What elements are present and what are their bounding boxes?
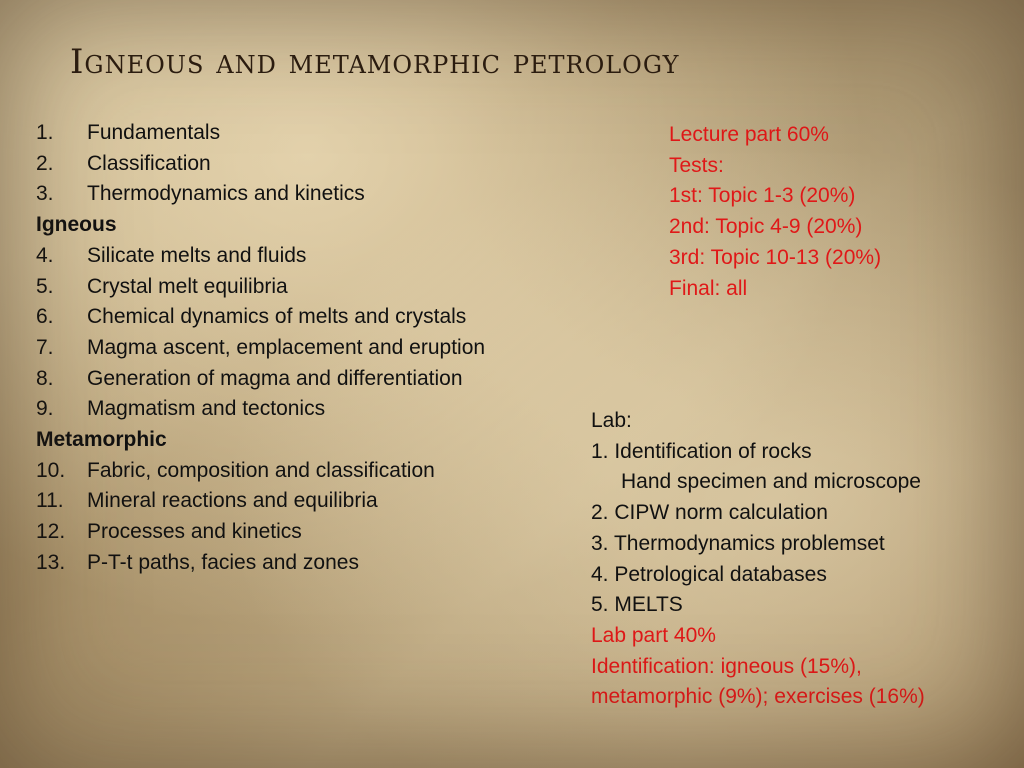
topic-item [36, 364, 596, 395]
tests-label: Tests: [669, 153, 724, 177]
topic-text: Silicate melts and fluids [87, 243, 307, 267]
topic-text: Chemical dynamics of melts and crystals [87, 305, 467, 329]
topic-number: 1. [36, 121, 54, 144]
topic-item [36, 456, 596, 487]
topic-item [36, 486, 596, 517]
topic-item [36, 302, 596, 333]
topic-number: 10. [36, 458, 66, 482]
final-test: Final: all [669, 276, 748, 300]
topic-text: Crystal melt equilibria [87, 274, 288, 298]
topic-item [36, 517, 596, 548]
topic-number: 8. [36, 366, 54, 390]
topic-item [36, 149, 596, 180]
lab-part: Lab part 40% [591, 623, 716, 647]
topic-text: Classification [87, 151, 211, 175]
topic-text: Fabric, composition and classification [87, 458, 435, 482]
metamorphic-heading: Metamorphic [36, 428, 167, 452]
topic-number: 11. [36, 489, 64, 513]
topic-text: P-T-t paths, facies and zones [87, 550, 359, 574]
topic-item [36, 241, 596, 272]
topic-text: Processes and kinetics [87, 520, 302, 544]
topic-number: 9. [36, 397, 54, 421]
topic-item [36, 272, 596, 303]
topic-text: Fundamentals [87, 121, 221, 144]
topic-number: 7. [36, 335, 54, 359]
topic-number: 6. [36, 305, 54, 329]
grading-info [669, 120, 989, 304]
topic-item [36, 179, 596, 210]
lab-heading: Lab: [591, 409, 632, 432]
lab-item: 3. Thermodynamics problemset [591, 531, 885, 555]
topic-text: Generation of magma and differentiation [87, 366, 463, 390]
topic-number: 4. [36, 243, 54, 267]
topic-text: Magmatism and tectonics [87, 397, 326, 421]
test-1: 1st: Topic 1-3 (20%) [669, 184, 856, 208]
lab-section [591, 406, 1011, 713]
lab-breakdown: Identification: igneous (15%), metamorphic (9%); exercises (16%) [591, 654, 925, 709]
lab-subitem: Hand specimen and microscope [621, 470, 921, 494]
topic-text: Thermodynamics and kinetics [87, 182, 365, 206]
topic-number: 12. [36, 520, 66, 544]
lecture-part: Lecture part 60% [669, 123, 829, 146]
topic-number: 5. [36, 274, 54, 298]
topic-item [36, 548, 596, 579]
topic-number: 2. [36, 151, 54, 175]
test-2: 2nd: Topic 4-9 (20%) [669, 215, 863, 239]
lab-item: 4. Petrological databases [591, 562, 827, 586]
lab-item: 5. MELTS [591, 593, 683, 617]
topic-item [36, 333, 596, 364]
topic-item [36, 394, 596, 425]
topic-item [36, 118, 596, 149]
slide-title: Igneous and metamorphic petrology [70, 42, 680, 82]
topic-text: Mineral reactions and equilibria [87, 489, 378, 513]
topic-number: 13. [36, 550, 66, 574]
igneous-heading: Igneous [36, 213, 117, 237]
topic-number: 3. [36, 182, 54, 206]
topic-list [36, 118, 596, 579]
topic-text: Magma ascent, emplacement and eruption [87, 335, 486, 359]
lab-item: 2. CIPW norm calculation [591, 501, 828, 525]
lab-item: 1. Identification of rocks [591, 439, 812, 463]
test-3: 3rd: Topic 10-13 (20%) [669, 245, 882, 269]
